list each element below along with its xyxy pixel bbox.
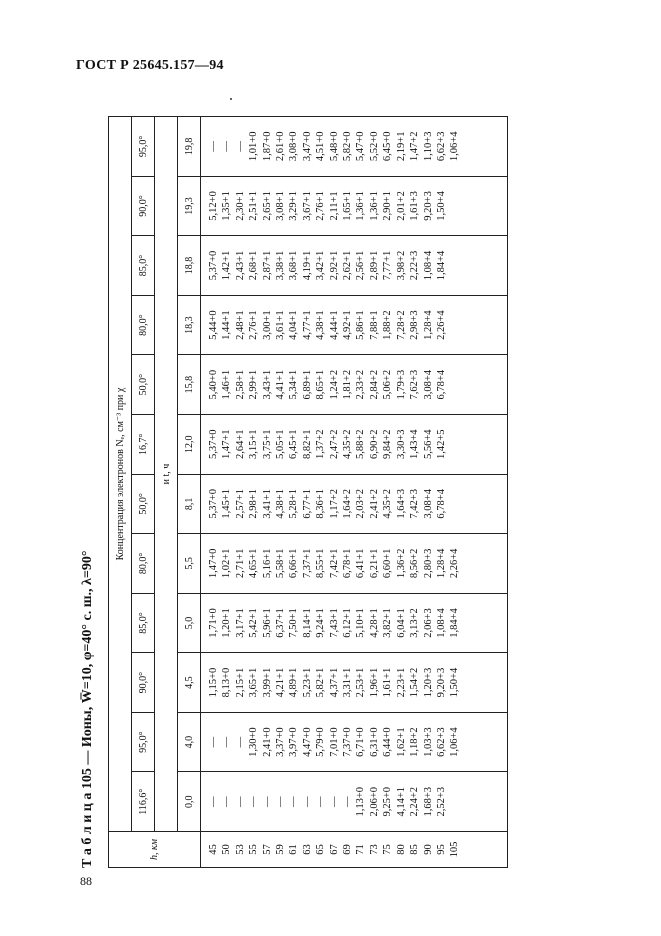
concentration-value: 2,30+1	[234, 191, 246, 221]
concentration-value: 7,43+1	[328, 608, 340, 638]
concentration-value: 2,41+0	[261, 727, 273, 757]
concentration-value: 5,56+4	[422, 429, 434, 460]
concentration-value: 3,61+1	[275, 310, 287, 340]
value-column-cell	[201, 295, 508, 355]
concentration-value: 1,28+4	[422, 310, 434, 340]
h-value: 80	[395, 844, 407, 855]
concentration-value: 4,35+2	[382, 489, 394, 519]
concentration-value: —	[248, 796, 260, 807]
concentration-value: 1,06+4	[449, 131, 461, 162]
h-values-cell	[201, 832, 508, 868]
concentration-value: 7,77+1	[382, 250, 394, 281]
concentration-value: 1,08+4	[435, 608, 447, 638]
concentration-value: 6,71+0	[355, 727, 367, 757]
value-column-cell	[201, 117, 508, 177]
concentration-value: 5,37+0	[208, 489, 219, 519]
concentration-value: 6,62+3	[435, 727, 447, 757]
concentration-value: 5,47+0	[355, 131, 367, 162]
concentration-value: 5,34+1	[288, 369, 300, 400]
concentration-value: 5,79+0	[315, 727, 327, 757]
chi-header-cell: 16,7°	[132, 414, 155, 474]
concentration-value: 6,60+1	[382, 548, 394, 579]
concentration-value: 1,10+3	[422, 131, 434, 162]
concentration-value: 4,77+1	[301, 310, 313, 340]
concentration-value: 3,98+2	[395, 250, 407, 281]
concentration-value: 3,37+0	[275, 727, 287, 757]
h-value: 95	[435, 844, 447, 855]
concentration-value: 1,42+5	[435, 429, 447, 460]
concentration-value: 4,19+1	[301, 250, 313, 281]
concentration-value: 2,84+2	[368, 369, 380, 400]
concentration-value: 5,37+0	[208, 429, 219, 460]
t-header-cell: 5,0	[178, 593, 201, 653]
concentration-value: —	[301, 796, 313, 807]
concentration-value: 9,84+2	[382, 429, 394, 460]
concentration-header: Концентрация электронов Nₑ, см⁻³ при χ	[109, 117, 132, 832]
concentration-value: 6,37+1	[275, 608, 287, 638]
concentration-value: 7,01+0	[328, 727, 340, 757]
concentration-value: 8,65+1	[315, 369, 327, 400]
concentration-value: 3,08+1	[275, 191, 287, 221]
concentration-value: 2,87+1	[261, 250, 273, 281]
concentration-value: 3,67+1	[301, 191, 313, 221]
concentration-value: 2,57+1	[234, 489, 246, 519]
concentration-value: 1,20+3	[422, 667, 434, 698]
concentration-value: 4,41+1	[275, 369, 287, 400]
concentration-value: 1,20+1	[221, 608, 233, 638]
concentration-value: 1,18+2	[409, 727, 421, 757]
concentration-value: 6,78+4	[435, 489, 447, 519]
concentration-value: 1,42+1	[221, 250, 233, 281]
concentration-value: 2,92+1	[328, 250, 340, 281]
chi-header-cell: 50,0°	[132, 355, 155, 415]
h-value: 73	[368, 844, 380, 855]
concentration-value: 2,26+4	[449, 548, 461, 579]
concentration-value: —	[234, 796, 246, 807]
concentration-value: 1,02+1	[221, 548, 233, 579]
value-column-cell	[201, 414, 508, 474]
concentration-value: 4,38+1	[315, 310, 327, 340]
concentration-value: 8,14+1	[301, 608, 313, 638]
chi-header-cell: 90,0°	[132, 653, 155, 713]
concentration-value: 2,26+4	[435, 310, 447, 340]
t-header-cell: 4,5	[178, 653, 201, 713]
t-header-cell: 15,8	[178, 355, 201, 415]
concentration-value: 1,43+4	[409, 429, 421, 460]
h-value: 69	[342, 844, 354, 855]
chi-header-cell: 80,0°	[132, 534, 155, 594]
concentration-value: 6,31+0	[368, 727, 380, 757]
concentration-value: 3,65+1	[248, 667, 260, 698]
h-column-header: h, км	[109, 832, 201, 868]
concentration-value: 2,22+3	[409, 250, 421, 281]
concentration-value: 5,37+0	[208, 250, 219, 281]
chi-header-cell: 116,6°	[132, 772, 155, 832]
concentration-value: 4,04+1	[288, 310, 300, 340]
h-value: 55	[248, 844, 260, 855]
concentration-value: —	[342, 796, 354, 807]
concentration-value: —	[208, 736, 219, 748]
concentration-value: 1,01+0	[248, 131, 260, 162]
concentration-value: 5,44+0	[208, 310, 219, 340]
print-dot	[230, 98, 232, 100]
concentration-value: 1,50+4	[449, 667, 461, 698]
concentration-value: 2,76+1	[315, 191, 327, 221]
concentration-value: 4,28+1	[368, 608, 380, 638]
concentration-value: 5,88+2	[355, 429, 367, 460]
concentration-value: 6,66+1	[288, 548, 300, 579]
concentration-value: 1,15+0	[208, 667, 219, 698]
concentration-value: 7,37+1	[301, 548, 313, 579]
concentration-value: 3,41+1	[261, 489, 273, 519]
concentration-value: 2,62+1	[342, 250, 354, 281]
t-header: и t, ч	[155, 117, 178, 832]
concentration-value: 2,03+2	[355, 489, 367, 519]
concentration-value: 5,86+1	[355, 310, 367, 340]
concentration-value: 6,45+1	[288, 429, 300, 460]
concentration-value: 7,42+1	[328, 548, 340, 579]
concentration-value: 7,50+1	[288, 608, 300, 638]
concentration-value: 9,20+3	[435, 667, 447, 698]
t-header-cell: 12,0	[178, 414, 201, 474]
concentration-value: 1,65+1	[342, 191, 354, 221]
table-body-row	[201, 117, 508, 868]
concentration-value: 2,06+3	[422, 608, 434, 638]
h-value: 75	[382, 844, 394, 855]
concentration-value: 1,47+2	[409, 131, 421, 162]
concentration-value: 1,71+0	[208, 608, 219, 638]
concentration-value: 4,51+0	[315, 131, 327, 162]
concentration-value: 2,58+1	[234, 369, 246, 400]
value-column-cell	[201, 534, 508, 594]
concentration-value: —	[275, 796, 287, 807]
concentration-value: 3,00+1	[261, 310, 273, 340]
concentration-value: 2,61+0	[275, 131, 287, 162]
page-number: 88	[80, 874, 92, 888]
concentration-value: 1,81+2	[342, 369, 354, 400]
concentration-value: —	[288, 796, 300, 807]
concentration-value: 3,08+0	[288, 131, 300, 162]
table-caption: Т а б л и ц а 105 — Ионы, W̅=10, φ=40° с. ш., λ=90°	[80, 550, 95, 868]
concentration-value: 6,78+1	[342, 548, 354, 579]
concentration-value: 1,47+0	[208, 548, 219, 579]
concentration-value: 4,35+2	[342, 429, 354, 460]
concentration-value: 1,62+1	[395, 727, 407, 757]
concentration-value: 3,15+1	[248, 429, 260, 460]
concentration-value: 2,06+0	[368, 786, 380, 817]
concentration-value: 4,37+1	[328, 667, 340, 698]
concentration-value: 1,96+1	[368, 667, 380, 698]
concentration-value: 4,21+1	[275, 667, 287, 698]
concentration-value: —	[221, 736, 233, 748]
concentration-value: 1,36+1	[355, 191, 367, 221]
concentration-value: 5,12+0	[208, 191, 219, 221]
value-column-cell	[201, 474, 508, 534]
concentration-value: 3,42+1	[315, 250, 327, 281]
concentration-value: 5,06+2	[382, 369, 394, 400]
concentration-value: 2,76+1	[248, 310, 260, 340]
value-column-cell	[201, 772, 508, 832]
concentration-value: 5,05+1	[275, 429, 287, 460]
concentration-value: 1,44+1	[221, 310, 233, 340]
concentration-value: 1,87+0	[261, 131, 273, 162]
concentration-value: 3,38+1	[275, 250, 287, 281]
concentration-value: 2,23+1	[395, 667, 407, 698]
concentration-value: 5,40+0	[208, 369, 219, 400]
t-header-cell: 0,0	[178, 772, 201, 832]
concentration-value: 1,24+2	[328, 369, 340, 400]
h-value: 90	[422, 844, 434, 855]
concentration-value: 1,13+0	[355, 786, 367, 817]
concentration-value: 5,42+1	[248, 608, 260, 638]
t-header-cell: 19,8	[178, 117, 201, 177]
concentration-value: 1,36+2	[395, 548, 407, 579]
concentration-value: 8,36+1	[315, 489, 327, 519]
concentration-value: 3,68+1	[288, 250, 300, 281]
concentration-value: 3,08+4	[422, 369, 434, 400]
concentration-value: 4,44+1	[328, 310, 340, 340]
concentration-value: 2,80+3	[422, 548, 434, 579]
t-row	[178, 117, 201, 868]
concentration-value: 9,24+1	[315, 608, 327, 638]
chi-header-cell: 85,0°	[132, 593, 155, 653]
concentration-value: 2,98+1	[248, 489, 260, 519]
rotated-table-block	[76, 116, 506, 868]
concentration-value: 2,71+1	[234, 548, 246, 579]
concentration-value: 3,30+3	[395, 429, 407, 460]
h-value: 53	[234, 844, 246, 855]
t-header-cell: 19,3	[178, 176, 201, 236]
concentration-value: —	[221, 796, 233, 807]
concentration-value: 1,68+3	[422, 786, 434, 817]
concentration-value: 6,90+2	[368, 429, 380, 460]
value-column-cell	[201, 712, 508, 772]
concentration-value: 2,64+1	[234, 429, 246, 460]
h-value: 85	[409, 844, 421, 855]
concentration-value: 2,19+1	[395, 131, 407, 162]
concentration-value: 5,52+0	[368, 131, 380, 162]
h-value: 45	[208, 844, 219, 855]
concentration-value: 8,56+2	[409, 548, 421, 579]
concentration-value: 5,16+1	[261, 548, 273, 579]
concentration-value: 1,84+4	[435, 250, 447, 281]
value-column-cell	[201, 653, 508, 713]
concentration-value: 3,13+2	[409, 608, 421, 638]
concentration-value: 6,41+1	[355, 548, 367, 579]
concentration-value: 5,82+1	[315, 667, 327, 698]
h-value: 50	[221, 844, 233, 855]
concentration-value: —	[221, 141, 233, 152]
concentration-value: 8,55+1	[315, 548, 327, 579]
chi-header-cell: 90,0°	[132, 176, 155, 236]
concentration-value: 2,11+1	[328, 191, 340, 221]
t-header-cell: 18,8	[178, 236, 201, 296]
value-column-cell	[201, 236, 508, 296]
concentration-value: 3,31+1	[342, 667, 354, 698]
concentration-value: 2,56+1	[355, 250, 367, 281]
concentration-value: 6,44+0	[382, 727, 394, 757]
concentration-value: 5,82+0	[342, 131, 354, 162]
concentration-value: 7,37+0	[342, 727, 354, 757]
concentration-value: 2,41+2	[368, 489, 380, 519]
value-column-cell	[201, 355, 508, 415]
concentration-value: 1,79+3	[395, 369, 407, 400]
concentration-value: 7,42+3	[409, 489, 421, 519]
concentration-value: —	[261, 796, 273, 807]
concentration-value: 6,78+4	[435, 369, 447, 400]
concentration-value: 7,28+2	[395, 310, 407, 340]
concentration-value: 1,84+4	[449, 608, 461, 638]
concentration-value: —	[208, 796, 219, 807]
concentration-value: —	[208, 141, 219, 152]
concentration-value: 5,58+1	[275, 548, 287, 579]
concentration-value: 4,65+1	[248, 548, 260, 579]
page-header: ГОСТ Р 25645.157—94	[76, 58, 224, 73]
concentration-value: 2,98+3	[409, 310, 421, 340]
t-header-cell: 5,5	[178, 534, 201, 594]
concentration-value: 1,64+2	[342, 489, 354, 519]
concentration-value: 3,75+1	[261, 429, 273, 460]
concentration-value: 3,47+0	[301, 131, 313, 162]
concentration-value: 3,82+1	[382, 608, 394, 638]
concentration-value: 6,45+0	[382, 131, 394, 162]
concentration-value: 8,13+0	[221, 667, 233, 698]
h-value: 65	[315, 844, 327, 855]
concentration-value: 2,48+1	[234, 310, 246, 340]
concentration-value: 6,89+1	[301, 369, 313, 400]
concentration-value: 2,99+1	[248, 369, 260, 400]
concentration-value: 8,82+1	[301, 429, 313, 460]
concentration-value: 5,10+1	[355, 608, 367, 638]
concentration-value: 1,28+4	[435, 548, 447, 579]
h-value: 71	[355, 844, 367, 855]
data-table	[108, 116, 508, 868]
concentration-value: 1,08+4	[422, 250, 434, 281]
concentration-value: 1,17+2	[328, 489, 340, 519]
concentration-value: 1,46+1	[221, 369, 233, 400]
concentration-value: 4,47+0	[301, 727, 313, 757]
concentration-value: 3,43+1	[261, 369, 273, 400]
chi-header-cell: 80,0°	[132, 295, 155, 355]
concentration-value: 6,21+1	[368, 548, 380, 579]
concentration-value: 4,38+1	[275, 489, 287, 519]
concentration-value: 9,25+0	[382, 786, 394, 817]
t-header-cell: 4,0	[178, 712, 201, 772]
chi-row	[132, 117, 155, 868]
concentration-value: 1,30+0	[248, 727, 260, 757]
chi-header-cell: 50,0°	[132, 474, 155, 534]
concentration-value: 1,03+3	[422, 727, 434, 757]
concentration-value: 6,77+1	[301, 489, 313, 519]
concentration-value: 2,53+1	[355, 667, 367, 698]
concentration-value: 3,99+1	[261, 667, 273, 698]
chi-header-cell: 95,0°	[132, 117, 155, 177]
h-value: 59	[275, 844, 287, 855]
concentration-value: 1,88+2	[382, 310, 394, 340]
concentration-value: 5,48+0	[328, 131, 340, 162]
chi-header-cell: 85,0°	[132, 236, 155, 296]
concentration-value: 2,43+1	[234, 250, 246, 281]
h-value: 105	[449, 841, 461, 858]
concentration-value: 7,88+1	[368, 310, 380, 340]
concentration-value: 2,33+2	[355, 369, 367, 400]
concentration-value: 2,15+1	[234, 667, 246, 698]
concentration-value: —	[234, 736, 246, 748]
concentration-value: 1,50+4	[435, 191, 447, 221]
concentration-value: 1,45+1	[221, 489, 233, 519]
concentration-value: 1,36+1	[368, 191, 380, 221]
t-header-cell: 8,1	[178, 474, 201, 534]
value-column-cell	[201, 176, 508, 236]
concentration-value: 5,23+1	[301, 667, 313, 698]
concentration-value: 1,61+1	[382, 667, 394, 698]
concentration-value: 3,08+4	[422, 489, 434, 519]
concentration-value: 2,89+1	[368, 250, 380, 281]
concentration-value: 6,62+3	[435, 131, 447, 162]
t-header-cell: 18,3	[178, 295, 201, 355]
concentration-value: 6,04+1	[395, 608, 407, 638]
concentration-value: 5,96+1	[261, 608, 273, 638]
concentration-value: 2,24+2	[409, 786, 421, 817]
concentration-value: 4,89+1	[288, 667, 300, 698]
concentration-value: 1,47+1	[221, 429, 233, 460]
h-value: 63	[301, 844, 313, 855]
concentration-value: —	[315, 796, 327, 807]
concentration-value: 9,20+3	[422, 191, 434, 221]
concentration-value: 2,90+1	[382, 191, 394, 221]
concentration-value: 5,28+1	[288, 489, 300, 519]
concentration-value: 3,17+1	[234, 608, 246, 638]
concentration-value: 1,61+3	[409, 191, 421, 221]
chi-header-cell: 95,0°	[132, 712, 155, 772]
concentration-value: 2,52+3	[435, 786, 447, 817]
concentration-value: 1,35+1	[221, 191, 233, 221]
concentration-value: —	[328, 796, 340, 807]
concentration-value: 2,68+1	[248, 250, 260, 281]
concentration-value: 3,97+0	[288, 727, 300, 757]
concentration-value: 2,01+2	[395, 191, 407, 221]
concentration-value: 3,29+1	[288, 191, 300, 221]
concentration-value: 1,64+3	[395, 489, 407, 519]
concentration-value: 1,54+2	[409, 667, 421, 698]
concentration-value: 4,14+1	[395, 786, 407, 817]
concentration-value: 4,92+1	[342, 310, 354, 340]
h-value: 57	[261, 844, 273, 855]
concentration-value: 1,06+4	[449, 727, 461, 757]
concentration-value: 2,51+1	[248, 191, 260, 221]
concentration-value: 1,37+2	[315, 429, 327, 460]
concentration-value: 6,12+1	[342, 608, 354, 638]
h-value: 61	[288, 844, 300, 855]
concentration-value: 2,65+1	[261, 191, 273, 221]
h-value: 67	[328, 844, 340, 855]
value-column-cell	[201, 593, 508, 653]
concentration-value: 2,47+2	[328, 429, 340, 460]
concentration-value: —	[234, 141, 246, 152]
concentration-value: 7,62+3	[409, 369, 421, 400]
